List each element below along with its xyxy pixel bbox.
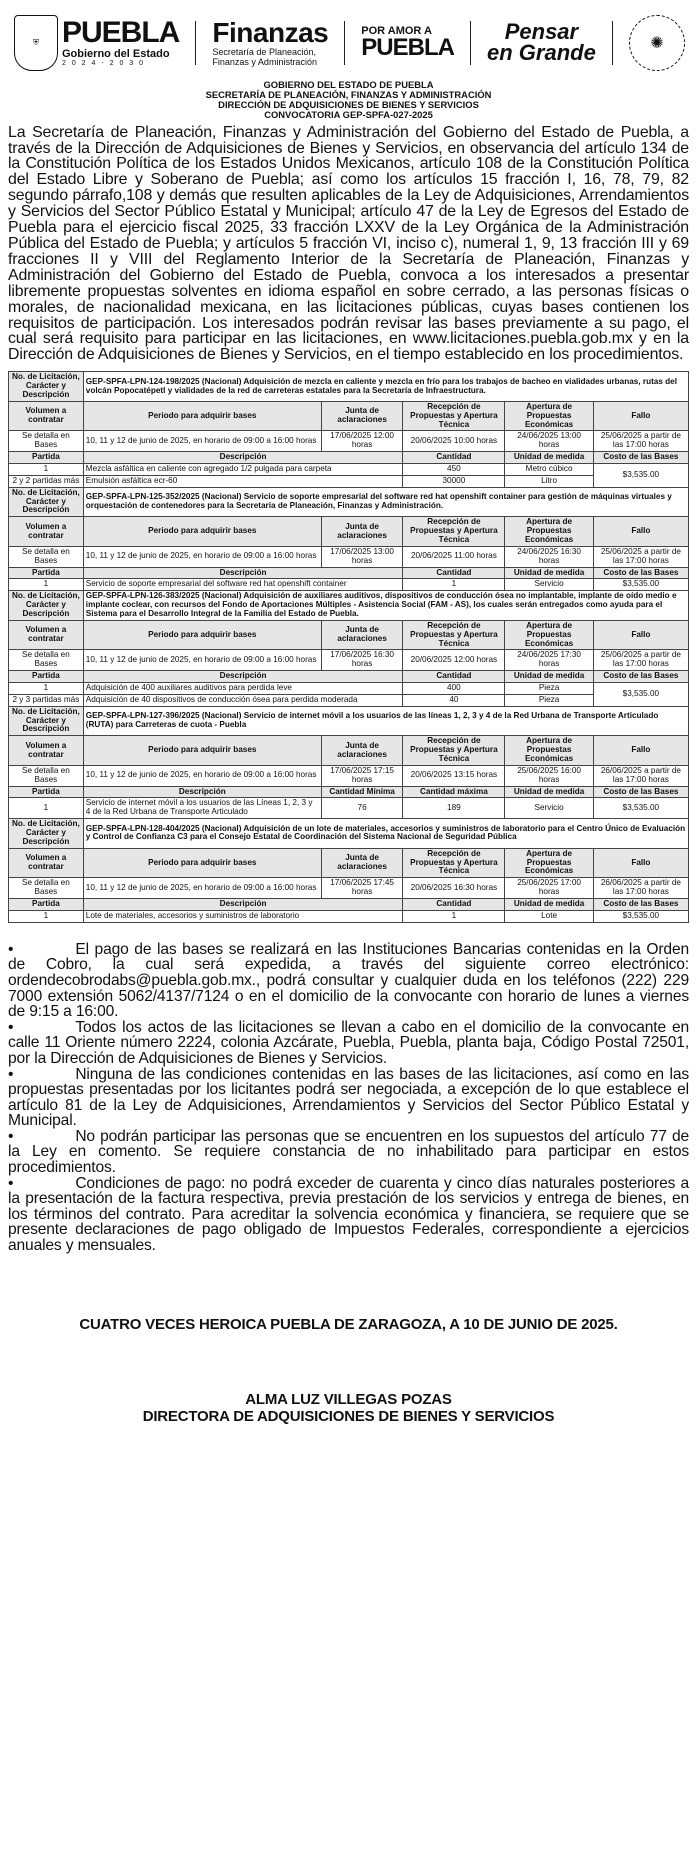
label-volumen: Volumen a contratar [9, 401, 84, 431]
licitacion-header-row [9, 487, 689, 517]
coat-of-arms-icon: ⛨ [14, 15, 58, 71]
label-periodo: Periodo para adquirir bases [83, 620, 321, 650]
fallo-value: 25/06/2025 a partir de las 17:00 horas [593, 431, 688, 452]
divider [195, 21, 196, 65]
title-line: SECRETARÍA DE PLANEACIÓN, FINANZAS Y ADMINISTRACIÓN [205, 89, 492, 101]
costo-bases-value: $3,535.00 [593, 683, 688, 707]
place-date: CUATRO VECES HEROICA PUEBLA DE ZARAGOZA, A 10 DE JUNIO DE 2025. [79, 1315, 618, 1333]
label-fallo: Fallo [593, 736, 688, 766]
label-partida: Partida [9, 899, 84, 911]
licitacion-header-row [9, 591, 689, 621]
label-unidad: Unidad de medida [505, 786, 593, 798]
label-volumen: Volumen a contratar [9, 736, 84, 766]
fallo-value: 26/06/2025 a partir de las 17:00 horas [593, 878, 688, 899]
periodo-value: 10, 11 y 12 de junio de 2025, en horario de 09:00 a 16:00 horas [83, 431, 321, 452]
title-line: DIRECCIÓN DE ADQUISICIONES DE BIENES Y SERVICIOS [218, 99, 479, 111]
label-unidad: Unidad de medida [505, 567, 593, 579]
pensar-line2: en Grande [487, 40, 596, 65]
poramor-logo [361, 25, 454, 62]
document-titles [8, 80, 689, 121]
label-junta: Junta de aclaraciones [321, 620, 403, 650]
licitacion-description: GEP-SPFA-LPN-127-396/2025 (Nacional) Servicio de internet móvil a los usuarios de las líneas 1, 2, 3 y 4 de la Red Urbana de Transporte Articulado (RUTA) para Carreteras de cuota - Puebla [83, 706, 688, 736]
periodo-value: 10, 11 y 12 de junio de 2025, en horario de 09:00 a 16:00 horas [83, 878, 321, 899]
label-no-licitacion: No. de Licitación, Carácter y Descripción [9, 706, 84, 736]
label-periodo: Periodo para adquirir bases [83, 736, 321, 766]
label-descripcion: Descripción [83, 899, 403, 911]
volumen-value: Se detalla en Bases [9, 546, 84, 567]
label-recepcion: Recepción de Propuestas y Apertura Técnica [403, 848, 505, 878]
partida-cantidad-maxima: 189 [403, 798, 505, 819]
fallo-value: 26/06/2025 a partir de las 17:00 horas [593, 765, 688, 786]
licitacion-description: GEP-SPFA-LPN-124-198/2025 (Nacional) Adquisición de mezcla en caliente y mezcla en frío para los trabajos de bacheo en vialidades urbanas, rutas del volcán Popocatépetl y vialidades de la red de carreteras estatales para la Secretaría de Infraestructura. [83, 372, 688, 402]
label-cantidad-minima: Cantidad Mínima [321, 786, 403, 798]
label-volumen: Volumen a contratar [9, 517, 84, 547]
apertura-value: 24/06/2025 16:30 horas [505, 546, 593, 567]
junta-value: 17/06/2025 17:45 horas [321, 878, 403, 899]
licitacion-schedule-labels [9, 401, 689, 431]
partida-number: 1 [9, 579, 84, 591]
junta-value: 17/06/2025 12:00 horas [321, 431, 403, 452]
costo-bases-value: $3,535.00 [593, 579, 688, 591]
label-no-licitacion: No. de Licitación, Carácter y Descripción [9, 819, 84, 849]
label-descripcion: Descripción [83, 452, 403, 464]
conditions-list [8, 942, 689, 1254]
label-no-licitacion: No. de Licitación, Carácter y Descripción [9, 487, 84, 517]
condition-item: • No podrán participar las personas que se encuentren en los supuestos del artículo 77 de la Ley en comento. Se requiere constancia de no inhabilitado para participar en estos procedimientos. [8, 1127, 689, 1177]
partida-row [9, 694, 689, 706]
periodo-value: 10, 11 y 12 de junio de 2025, en horario de 09:00 a 16:00 horas [83, 546, 321, 567]
puebla-logo [14, 15, 179, 71]
licitacion-header-row [9, 372, 689, 402]
label-costo: Costo de las Bases [593, 899, 688, 911]
apertura-value: 24/06/2025 17:30 horas [505, 650, 593, 671]
gobierno-label: Gobierno del Estado [62, 47, 170, 60]
label-volumen: Volumen a contratar [9, 848, 84, 878]
fallo-value: 25/06/2025 a partir de las 17:00 horas [593, 546, 688, 567]
partida-description: Lote de materiales, accesorios y suministros de laboratorio [83, 910, 403, 922]
label-junta: Junta de aclaraciones [321, 736, 403, 766]
label-apertura: Apertura de Propuestas Económicas [505, 736, 593, 766]
volumen-value: Se detalla en Bases [9, 878, 84, 899]
label-descripcion: Descripción [83, 671, 403, 683]
partida-cantidad-minima: 76 [321, 798, 403, 819]
label-apertura: Apertura de Propuestas Económicas [505, 848, 593, 878]
licitacion-description: GEP-SPFA-LPN-128-404/2025 (Nacional) Adquisición de un lote de materiales, accesorios y suministros de laboratorio para el Centro Único de Evaluación y Control de Confianza C3 para el Consejo Estatal de Coordinación del Sistema Nacional de Seguridad Pública [83, 819, 688, 849]
label-no-licitacion: No. de Licitación, Carácter y Descripción [9, 591, 84, 621]
label-junta: Junta de aclaraciones [321, 401, 403, 431]
finanzas-logo [212, 16, 329, 68]
label-fallo: Fallo [593, 620, 688, 650]
apertura-value: 25/06/2025 17:00 horas [505, 878, 593, 899]
partida-cantidad: 40 [403, 694, 505, 706]
label-recepcion: Recepción de Propuestas y Apertura Técnica [403, 401, 505, 431]
label-junta: Junta de aclaraciones [321, 517, 403, 547]
header [8, 0, 689, 78]
condition-item: • El pago de las bases se realizará en las Instituciones Bancarias contenidas en la Orden de Cobro, la cual será expedida, a través del siguiente correo electrónico: ordendecobrodabs@puebla.gob.mx., podrá consultar y cualquier duda en los teléfonos (222) 229 7000 extensión 5062/4137/7124 o en el domicilio de la convocante con horario de lunes a viernes de 9:15 a 16:00. [8, 940, 689, 1021]
partida-number: 1 [9, 683, 84, 695]
partida-unidad: Pieza [505, 683, 593, 695]
label-junta: Junta de aclaraciones [321, 848, 403, 878]
title-line: CONVOCATORIA GEP-SPFA-027-2025 [264, 109, 433, 121]
label-apertura: Apertura de Propuestas Económicas [505, 401, 593, 431]
volumen-value: Se detalla en Bases [9, 431, 84, 452]
divider [612, 21, 613, 65]
partida-description: Servicio de internet móvil a los usuarios de las Líneas 1, 2, 3 y 4 de la Red Urbana de Transporte Articulado [83, 798, 321, 819]
partida-unidad: Servicio [505, 798, 593, 819]
partidas-labels [9, 567, 689, 579]
label-recepcion: Recepción de Propuestas y Apertura Técnica [403, 517, 505, 547]
signer-title: DIRECTORA DE ADQUISICIONES DE BIENES Y SERVICIOS [142, 1407, 555, 1425]
partidas-labels [9, 786, 689, 798]
finanzas-wordmark: Finanzas [212, 16, 329, 48]
partida-unidad: Lote [505, 910, 593, 922]
partida-cantidad: 450 [403, 463, 505, 475]
finanzas-sub1: Secretaría de Planeación, [212, 46, 316, 57]
partida-description: Mezcla asfáltica en caliente con agregado 1/2 pulgada para carpeta [83, 463, 403, 475]
label-costo: Costo de las Bases [593, 567, 688, 579]
label-periodo: Periodo para adquirir bases [83, 848, 321, 878]
recepcion-value: 20/06/2025 13:15 horas [403, 765, 505, 786]
label-no-licitacion: No. de Licitación, Carácter y Descripción [9, 372, 84, 402]
licitacion-schedule-values [9, 546, 689, 567]
licitacion-description: GEP-SPFA-LPN-125-352/2025 (Nacional) Servicio de soporte empresarial del software red hat openshift container para gestión de máquinas virtuales y orquestación de contenedores para la Secretaría de Planeación, Finanzas y Administración. [83, 487, 688, 517]
partidas-labels [9, 899, 689, 911]
costo-bases-value: $3,535.00 [593, 910, 688, 922]
apertura-value: 24/06/2025 13:00 horas [505, 431, 593, 452]
partida-row [9, 683, 689, 695]
partidas-labels [9, 671, 689, 683]
partida-unidad: Pieza [505, 694, 593, 706]
label-cantidad: Cantidad [403, 567, 505, 579]
recepcion-value: 20/06/2025 12:00 horas [403, 650, 505, 671]
label-costo: Costo de las Bases [593, 452, 688, 464]
label-unidad: Unidad de medida [505, 671, 593, 683]
intro-paragraph: La Secretaría de Planeación, Finanzas y Administración del Gobierno del Estado de Puebla, a través de la Dirección de Adquisiciones de Bienes y Servicios, en observancia del artículo 134 de la Constitución Política de los Estados Unidos Mexicanos, artículo 108 de la Constitución Política del Estado Libre y Soberano de Puebla; así como los artículos 15 fracción I, 16, 78, 79, 82 segundo párrafo,108 y demás que resulten aplicables de la Ley de Adquisiciones, Arrendamientos y Servicios del Sector Público Estatal y Municipal; artículo 47 de la Ley de Egresos del Estado de Puebla para el ejercicio fiscal 2025, 33 fracción LXXV de la Ley Orgánica de la Administración Pública del Estado de Puebla; y artículos 5 fracción VI, inciso c), numeral 1, 9, 13 fracción III y 69 fracciones II y VIII del Reglamento Interior de la Secretaría de Planeación, Finanzas y Administración del Gobierno del Estado de Puebla, convoca a los interesados a presentar libremente propuestas solventes en idioma español en sobre cerrado, a las personas físicas o morales, de nacionalidad mexicana, en las licitaciones públicas, cuyas bases contienen los requisitos de participación. Los interesados podrán revisar las bases previamente a su pago, el cual será requisito para participar en las licitaciones, en www.licitaciones.puebla.gob.mx y en la Dirección de Adquisiciones de Bienes y Servicios, en el tiempo establecido en los procedimientos. [8, 123, 689, 364]
label-costo: Costo de las Bases [593, 786, 688, 798]
periodo-value: 10, 11 y 12 de junio de 2025, en horario de 09:00 a 16:00 horas [83, 765, 321, 786]
label-fallo: Fallo [593, 848, 688, 878]
licitacion-schedule-values [9, 878, 689, 899]
volumen-value: Se detalla en Bases [9, 765, 84, 786]
label-partida: Partida [9, 567, 84, 579]
label-periodo: Periodo para adquirir bases [83, 517, 321, 547]
label-partida: Partida [9, 452, 84, 464]
partida-number: 1 [9, 798, 84, 819]
partidas-labels [9, 452, 689, 464]
pensar-logo [487, 19, 596, 65]
partida-cantidad: 1 [403, 579, 505, 591]
label-cantidad: Cantidad [403, 452, 505, 464]
condition-item: • Condiciones de pago: no podrá exceder de cuarenta y cinco días naturales posteriores a la presentación de la factura respectiva, previa prestación de los servicios y entrega de bienes, en los términos del contrato. Para acreditar la solvencia económica y financiera, se requiere que se presente declaraciones de pago obligado de Impuestos Federales, correspondiente a ejercicios anuales y mensuales. [8, 1174, 689, 1255]
junta-value: 17/06/2025 13:00 horas [321, 546, 403, 567]
partida-description: Servicio de soporte empresarial del software red hat openshift container [83, 579, 403, 591]
licitacion-schedule-values [9, 650, 689, 671]
divider [344, 21, 345, 65]
label-cantidad: Cantidad [403, 671, 505, 683]
partida-unidad: Litro [505, 475, 593, 487]
years-label: 2 0 2 4 - 2 0 3 0 [62, 59, 146, 67]
partida-cantidad: 30000 [403, 475, 505, 487]
label-volumen: Volumen a contratar [9, 620, 84, 650]
partida-number: 2 y 2 partidas más [9, 475, 84, 487]
partida-number: 1 [9, 463, 84, 475]
partida-unidad: Servicio [505, 579, 593, 591]
divider [470, 21, 471, 65]
volumen-value: Se detalla en Bases [9, 650, 84, 671]
recepcion-value: 20/06/2025 10:00 horas [403, 431, 505, 452]
partida-row [9, 910, 689, 922]
licitacion-header-row [9, 706, 689, 736]
label-fallo: Fallo [593, 517, 688, 547]
condition-item: • Todos los actos de las licitaciones se llevan a cabo en el domicilio de la convocante en calle 11 Oriente número 2224, colonia Azcárate, Puebla, Puebla, planta baja, Código Postal 72501, por la Dirección de Adquisiciones de Bienes y Servicios. [8, 1018, 689, 1067]
partida-row [9, 463, 689, 475]
label-apertura: Apertura de Propuestas Económicas [505, 517, 593, 547]
licitacion-schedule-labels [9, 517, 689, 547]
apertura-value: 25/06/2025 16:00 horas [505, 765, 593, 786]
label-fallo: Fallo [593, 401, 688, 431]
licitacion-header-row [9, 819, 689, 849]
state-seal-icon: ✺ [629, 15, 685, 71]
partida-description: Adquisición de 40 dispositivos de conducción ósea para perdida moderada [83, 694, 403, 706]
label-recepcion: Recepción de Propuestas y Apertura Técnica [403, 736, 505, 766]
partida-description: Adquisición de 400 auxiliares auditivos para perdida leve [83, 683, 403, 695]
condition-item: • Ninguna de las condiciones contenidas en las bases de las licitaciones, así como en las propuestas presentadas por los licitantes podrá ser negociada, a excepción de lo que establece el artículo 81 de la Ley de Adquisiciones, Arrendamientos y Servicios del Sector Público Estatal y Municipal. [8, 1065, 689, 1130]
partida-cantidad: 400 [403, 683, 505, 695]
costo-bases-value: $3,535.00 [593, 798, 688, 819]
label-partida: Partida [9, 671, 84, 683]
fallo-value: 25/06/2025 a partir de las 17:00 horas [593, 650, 688, 671]
poramor-big: PUEBLA [361, 34, 454, 62]
licitaciones-table [8, 371, 689, 923]
label-recepcion: Recepción de Propuestas y Apertura Técnica [403, 620, 505, 650]
costo-bases-value: $3,535.00 [593, 463, 688, 487]
pensar-line1: Pensar [504, 19, 579, 45]
signature-block [8, 1391, 689, 1426]
licitacion-schedule-labels [9, 736, 689, 766]
label-cantidad-maxima: Cantidad máxima [403, 786, 505, 798]
partida-unidad: Metro cúbico [505, 463, 593, 475]
junta-value: 17/06/2025 16:30 horas [321, 650, 403, 671]
signer-name: ALMA LUZ VILLEGAS POZAS [245, 1390, 452, 1408]
junta-value: 17/06/2025 17:15 horas [321, 765, 403, 786]
partida-cantidad: 1 [403, 910, 505, 922]
licitacion-description: GEP-SPFA-LPN-126-383/2025 (Nacional) Adquisición de auxiliares auditivos, dispositivos de conducción ósea no implantable, implante de oído medio e implante coclear, con recursos del Fondo de Aportaciones Múltiples - Asistencia Social (FAM - AS), los cuales serán entregados como ayuda para el Sistema para el Desarrollo Integral de la Familia del Estado de Puebla. [83, 591, 688, 621]
partida-row [9, 579, 689, 591]
label-cantidad: Cantidad [403, 899, 505, 911]
poramor-small: POR AMOR A [361, 25, 432, 38]
licitacion-schedule-labels [9, 620, 689, 650]
licitacion-schedule-values [9, 765, 689, 786]
partida-number: 2 y 3 partidas más [9, 694, 84, 706]
title-line: GOBIERNO DEL ESTADO DE PUEBLA [263, 79, 434, 90]
label-apertura: Apertura de Propuestas Económicas [505, 620, 593, 650]
partida-description: Emulsión asfáltica ecr-60 [83, 475, 403, 487]
licitacion-schedule-labels [9, 848, 689, 878]
recepcion-value: 20/06/2025 11:00 horas [403, 546, 505, 567]
partida-number: 1 [9, 910, 84, 922]
licitacion-schedule-values [9, 431, 689, 452]
label-costo: Costo de las Bases [593, 671, 688, 683]
puebla-wordmark: PUEBLA [62, 16, 180, 50]
label-unidad: Unidad de medida [505, 899, 593, 911]
periodo-value: 10, 11 y 12 de junio de 2025, en horario de 09:00 a 16:00 horas [83, 650, 321, 671]
label-partida: Partida [9, 786, 84, 798]
label-periodo: Periodo para adquirir bases [83, 401, 321, 431]
label-descripcion: Descripción [83, 786, 321, 798]
recepcion-value: 20/06/2025 16:30 horas [403, 878, 505, 899]
label-unidad: Unidad de medida [505, 452, 593, 464]
partida-row [9, 798, 689, 819]
finanzas-sub2: Finanzas y Administración [212, 57, 317, 67]
partida-row [9, 475, 689, 487]
label-descripcion: Descripción [83, 567, 403, 579]
